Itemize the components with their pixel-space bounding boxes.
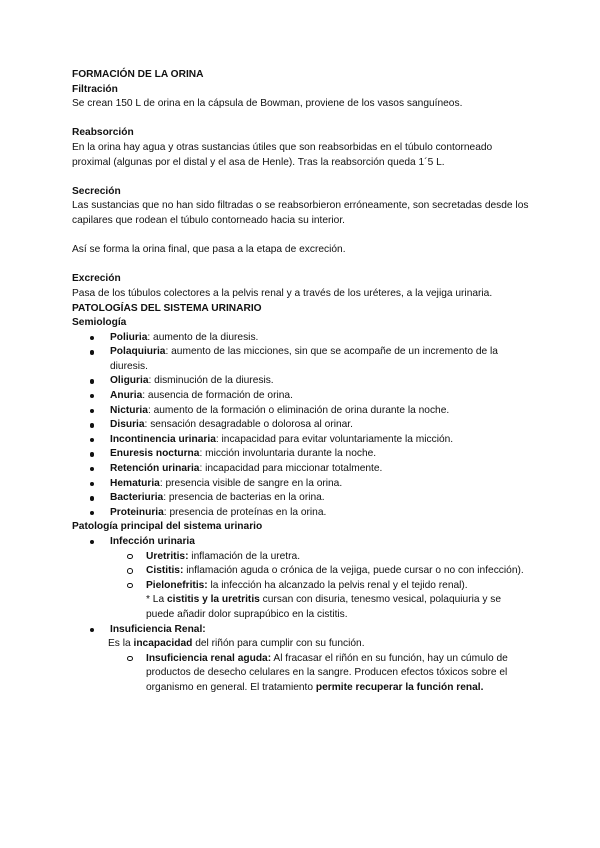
definition: : incapacidad para evitar voluntariamente la micción. — [215, 433, 454, 445]
definition: : sensación desagradable o dolorosa al orinar. — [144, 419, 353, 431]
reabsorcion-heading: Reabsorción — [72, 127, 134, 139]
note-prefix: * La — [146, 594, 167, 606]
sub-list-item — [72, 652, 532, 696]
term: Insuficiencia renal aguda: — [146, 652, 272, 664]
term: Hematuria — [110, 477, 160, 489]
term: Proteinuria — [110, 506, 164, 518]
term: Bacteriuria — [110, 492, 164, 504]
definition: : micción involuntaria durante la noche. — [199, 448, 377, 460]
secrecion-heading: Secreción — [72, 185, 121, 197]
list-item — [72, 477, 532, 492]
excrecion-heading: Excreción — [72, 273, 121, 285]
filtracion-heading: Filtración — [72, 83, 118, 95]
list-item — [72, 331, 532, 346]
note-suffix: cursan con disuria, tenesmo vesical, polaquiuria y se puede añadir dolor suprapúbico en la cistitis. — [146, 594, 502, 620]
patologia-principal-heading: Patología principal del sistema urinario — [72, 521, 263, 533]
doc-title: FORMACIÓN DE LA ORINA — [72, 69, 204, 80]
definition: : presencia de bacterias en la orina. — [163, 492, 325, 504]
definition-bold: permite recuperar la función renal. — [315, 681, 484, 693]
excrecion-text: Pasa de los túbulos colectores a la pelvis renal y a través de los uréteres, a la vejiga urinaria. — [72, 287, 493, 299]
term: Uretritis: — [146, 550, 189, 562]
semiologia-heading: Semiología — [72, 317, 127, 329]
filtracion-text: Se crean 150 L de orina en la cápsula de Bowman, proviene de los vasos sanguíneos. — [72, 98, 463, 110]
list-item — [72, 389, 532, 404]
term: Anuria — [110, 390, 143, 402]
note-bold: cistitis y la uretritis — [166, 594, 260, 606]
term: Nicturia — [110, 404, 148, 416]
def-prefix: Es la — [108, 638, 134, 650]
term: Disuria — [110, 419, 145, 431]
term: Enuresis nocturna — [110, 448, 200, 460]
sub-list-item — [72, 550, 532, 565]
definition: : aumento de las micciones, sin que se acompañe de un incremento de la diuresis. — [110, 346, 498, 372]
definition: : presencia de proteínas en la orina. — [163, 506, 327, 518]
term: Retención urinaria — [110, 463, 200, 475]
patologia-principal-list — [72, 535, 532, 696]
secrecion-text-2: Así se forma la orina final, que pasa a la etapa de excreción. — [72, 244, 346, 256]
list-item — [72, 506, 532, 521]
secrecion-text: Las sustancias que no han sido filtradas o se reabsorbieron erróneamente, son secretadas desde los capilares que rodean el túbulo contorneado hacia su interior. — [72, 200, 529, 226]
definition: : aumento de la diuresis. — [147, 331, 259, 343]
list-item — [72, 418, 532, 433]
definition: : aumento de la formación o eliminación de orina durante la noche. — [147, 404, 450, 416]
definition: : disminución de la diuresis. — [148, 375, 274, 387]
term: Poliuria — [110, 331, 148, 343]
list-item — [72, 447, 532, 462]
insuficiencia-definition — [72, 637, 532, 652]
sub-list-item — [72, 564, 532, 579]
definition: : incapacidad para miccionar totalmente. — [199, 463, 383, 475]
def-bold: incapacidad — [133, 638, 193, 650]
list-item — [72, 491, 532, 506]
list-item — [72, 462, 532, 477]
term: Cistitis: — [146, 565, 184, 577]
term: Pielonefritis: — [146, 579, 208, 591]
definition: inflamación aguda o crónica de la vejiga, puede cursar o no con infección). — [183, 565, 524, 577]
term: Oliguria — [110, 375, 149, 387]
definition: la infección ha alcanzado la pelvis renal y el tejido renal). — [207, 579, 468, 591]
infeccion-note — [72, 593, 532, 622]
definition: inflamación de la uretra. — [188, 550, 301, 562]
sub-list-item — [72, 579, 532, 594]
semiologia-list — [72, 331, 532, 521]
list-item — [72, 433, 532, 448]
list-item — [72, 404, 532, 419]
reabsorcion-text: En la orina hay agua y otras sustancias útiles que son reabsorbidas en el túbulo contorneado proximal (algunas por el distal y el asa de Henle). Tras la reabsorción queda 1´5 L. — [72, 141, 493, 168]
definition: : presencia visible de sangre en la orina. — [159, 477, 343, 489]
document-page — [72, 68, 532, 696]
list-item — [72, 345, 532, 374]
definition: Al fracasar el riñón en su función, hay un cúmulo de productos de desecho celulares en la sangre. Producen efectos tóxicos sobre el organismo en general. El tratamiento — [146, 652, 508, 693]
definition: : ausencia de formación de orina. — [142, 390, 293, 402]
term: Polaquiuria — [110, 346, 166, 358]
infeccion-urinaria-item: Infección urinaria — [72, 535, 532, 550]
insuficiencia-renal-item: Insuficiencia Renal: — [72, 623, 532, 638]
def-suffix: del riñón para cumplir con su función. — [192, 638, 365, 650]
patologias-title: PATOLOGÍAS DEL SISTEMA URINARIO — [72, 302, 262, 314]
term: Incontinencia urinaria — [110, 433, 216, 445]
list-item — [72, 374, 532, 389]
